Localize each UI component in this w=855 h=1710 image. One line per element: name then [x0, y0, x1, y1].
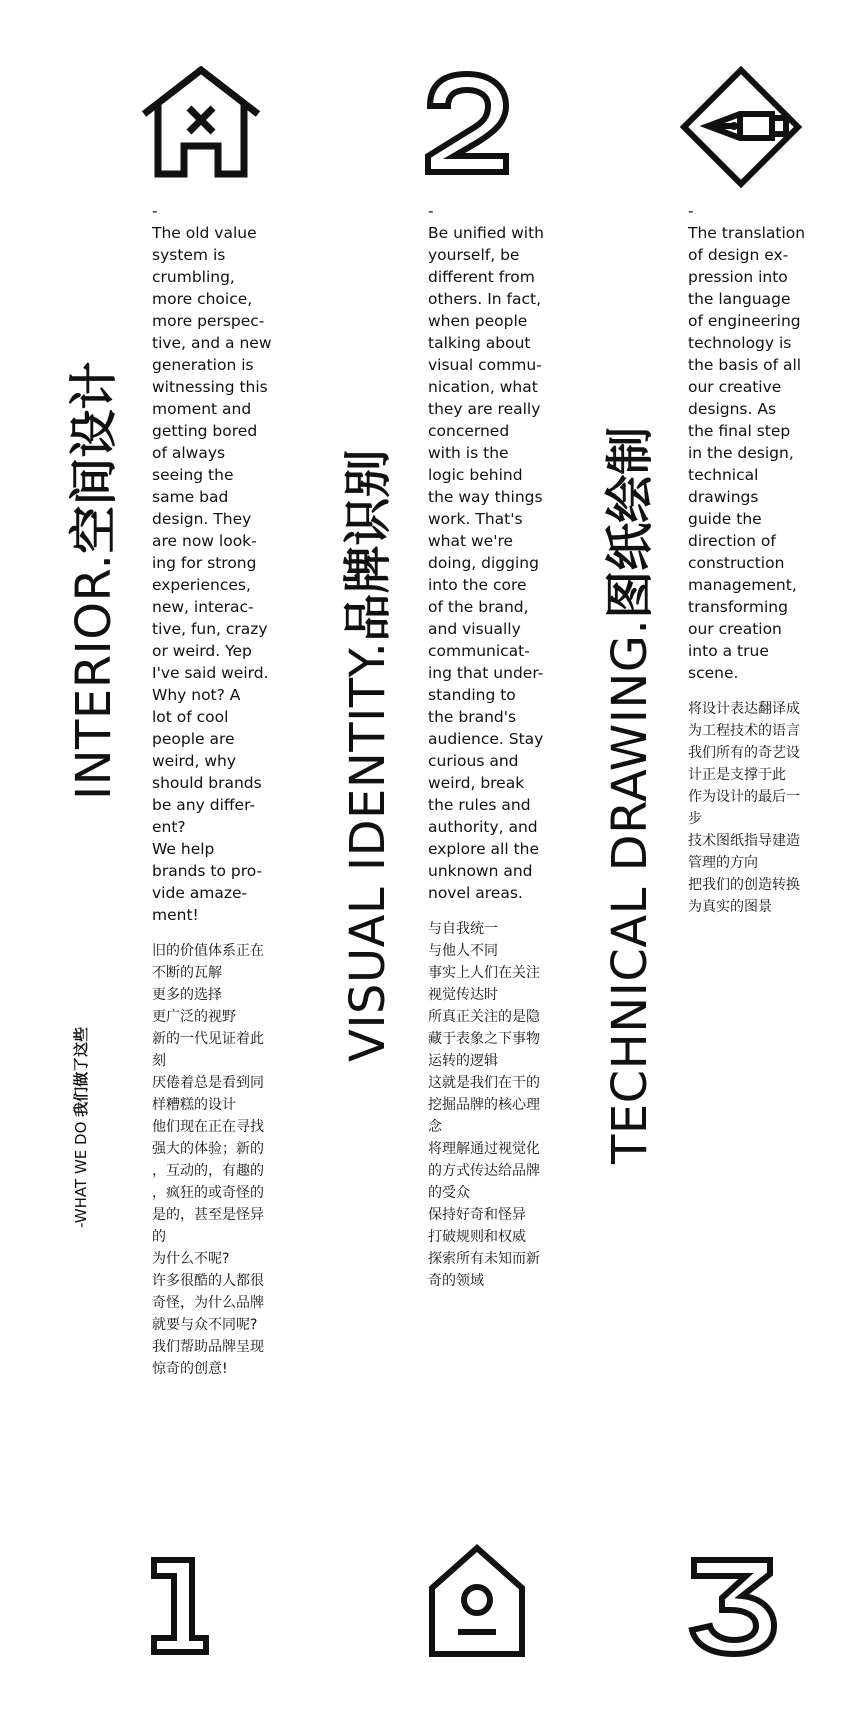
pen-nib-diamond-icon — [680, 66, 802, 188]
technical-drawing-text-en: The translation of design ex- pression into the language of engineering technology is the basis of all our creative designs. As the final step in the design, technical drawings guide the direction of construction management, transforming our creation into a true scene. — [688, 224, 806, 682]
visual-identity-dash: - — [428, 202, 434, 220]
interior-description — [152, 200, 282, 1380]
technical-drawing-text-zh: 将设计表达翻译成 为工程技术的语言 我们所有的奇艺设 计正是支撑于此 作为设计的最后一 步 技术图纸指导建造 管理的方向 把我们的创造转换 为真实的图景 — [688, 701, 800, 915]
technical-drawing-dash: - — [688, 202, 694, 220]
interior-title — [66, 361, 122, 800]
number-one-icon — [148, 1556, 212, 1656]
number-three-icon — [686, 1556, 778, 1658]
visual-identity-text-zh: 与自我统一 与他人不同 事实上人们在关注 视觉传达时 所真正关注的是隐 藏于表象之下事物 运转的逻辑 这就是我们在干的 挖掘品牌的核心理 念 将理解通过视觉化 的方式传达给品牌 的受众 保持好奇和怪异 打破规则和权威 探索所有未知而新 奇的领域 — [428, 921, 540, 1289]
technical-drawing-description — [688, 200, 823, 918]
house-x-icon — [140, 66, 262, 178]
interior-title-zh: 空间设计 — [66, 361, 122, 554]
interior-title-en: INTERIOR. — [66, 553, 122, 800]
interior-text-zh: 旧的价值体系正在 不断的瓦解 更多的选择 更广泛的视野 新的一代见证着此 刻 厌倦着总是看到同 样糟糕的设计 他们现在正在寻找 强大的体验；新的 ，互动的，有趣的 ，疯狂的或奇怪的 是的，甚至是怪异 的 为什么不呢? 许多很酷的人都很 奇怪，为什么品牌 就要与众不同呢? 我们帮助品牌呈现 惊奇的创意! — [152, 943, 264, 1377]
technical-drawing-title-zh: 图纸绘制 — [602, 426, 658, 619]
house-circle-icon — [428, 1544, 526, 1658]
visual-identity-description — [428, 200, 558, 1292]
number-two-icon — [420, 70, 514, 176]
what-we-do-label — [74, 1027, 89, 1228]
interior-text-en: The old value system is crumbling, more choice, more perspec- tive, and a new generation is witnessing this moment and getting bored of always seeing the same bad design. They are now look- ing for strong experiences, new, interac- tive, fun, crazy or weird. Yep I've said weird. Why not? A lot of cool people are weird, why should brands be any differ- ent? We help brands to pro- vide amaze- ment! — [152, 224, 272, 924]
visual-identity-text-en: Be unified with yourself, be different from others. In fact, when people talking about visual commu- nication, what they are really concerned with is the logic behind the way things work. That's what we're doing, digging into the core of the brand, and visually communicat- ing that under- standing to the brand's audience. Stay curious and weird, break the rules and authority, and explore all the unknown and novel areas. — [428, 224, 545, 902]
what-we-do-en: -WHAT WE DO — [72, 1121, 90, 1228]
what-we-do-zh: 我们做了这些 — [72, 1026, 90, 1117]
technical-drawing-title-en: TECHNICAL DRAWING. — [602, 618, 658, 1164]
visual-identity-title — [340, 449, 396, 1062]
visual-identity-title-zh: 品牌识别 — [340, 449, 396, 642]
visual-identity-title-en: VISUAL IDENTITY. — [340, 641, 396, 1062]
technical-drawing-title — [602, 426, 658, 1164]
interior-dash: - — [152, 202, 158, 220]
